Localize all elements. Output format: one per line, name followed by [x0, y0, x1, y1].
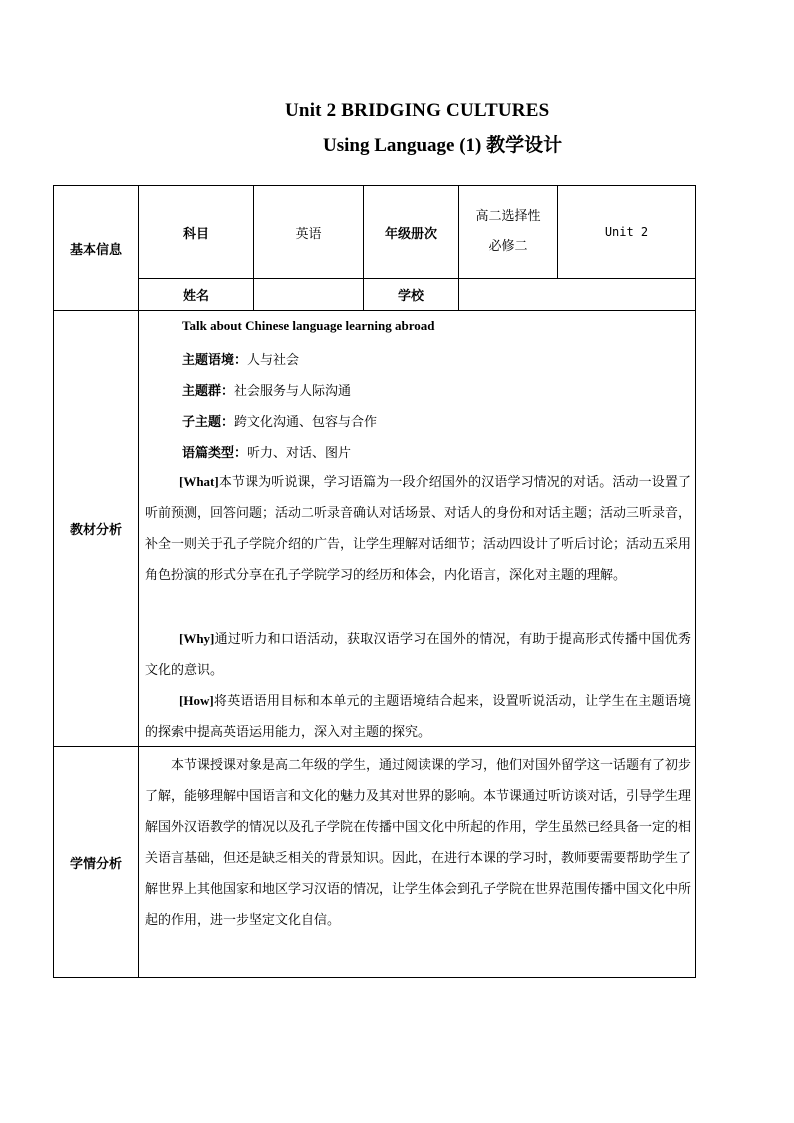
document-title: Unit 2 BRIDGING CULTURES	[285, 100, 550, 121]
table-border-bottom	[53, 977, 696, 978]
why-tag: [Why]	[179, 631, 215, 646]
table-row-divider	[53, 310, 696, 311]
learner-analysis-label: 学情分析	[69, 856, 122, 872]
what-text: 本节课为听说课，学习语篇为一段介绍国外的汉语学习情况的对话。活动一设置了听前预测，回答问题；活动二听录音确认对话场景、对话人的身份和对话主题；活动三听录音，补全一则关于孔子学院介绍的广告，让学生理解对话细节；活动四设计了听后讨论；活动五采用角色扮演的形式分享在孔子学院学习的经历和体会，内化语言，深化对主题的理解。	[145, 475, 692, 583]
subject-label: 科目	[182, 226, 209, 242]
document-subtitle: Using Language (1) 教学设计	[323, 135, 563, 156]
group-line	[182, 380, 351, 399]
grade-value-line2: 必修二	[488, 239, 528, 254]
type-line	[182, 442, 351, 461]
group-value: 社会服务与人际沟通	[234, 384, 352, 399]
name-label: 姓名	[182, 289, 209, 304]
what-tag: [What]	[179, 474, 219, 489]
sub-label: 子主题：	[182, 415, 235, 430]
grade-value	[459, 186, 557, 278]
material-analysis-label: 教材分析	[69, 523, 122, 538]
why-paragraph	[145, 623, 691, 686]
unit-value: Unit 2	[604, 225, 649, 239]
context-label: 主题语境：	[182, 353, 248, 368]
group-label: 主题群：	[182, 384, 235, 399]
table-border-right	[695, 185, 696, 978]
how-paragraph	[145, 685, 691, 748]
learner-paragraph: 本节课授课对象是高二年级的学生，通过阅读课的学习，他们对国外留学这一话题有了初步了解，能够理解中国语言和文化的魅力及其对世界的影响。本节课通过听访谈对话，引导学生理解国外汉语教学的情况以及孔子学院在传播中国文化中所起的作用，学生虽然已经具备一定的相关语言基础，但还是缺乏相关的背景知识。因此，在进行本课的学习时，教师要需要帮助学生了解世界上其他国家和地区学习汉语的情况，让学生体会到孔子学院在世界范围传播中国文化中所起的作用，进一步坚定文化自信。	[145, 758, 692, 928]
context-line	[182, 349, 299, 368]
context-value: 人与社会	[247, 353, 300, 368]
school-value[interactable]	[459, 279, 695, 310]
basic-info-label: 基本信息	[69, 242, 122, 258]
grade-label: 年级册次	[384, 226, 437, 242]
how-tag: [How]	[179, 693, 214, 708]
name-value[interactable]	[254, 279, 363, 310]
what-paragraph	[145, 466, 691, 591]
sub-value: 跨文化沟通、包容与合作	[234, 415, 378, 430]
type-label: 语篇类型：	[182, 446, 248, 461]
sub-line	[182, 411, 377, 430]
how-text: 将英语语用目标和本单元的主题语境结合起来，设置听说活动，让学生在主题语境的探索中提高英语运用能力，深入对主题的探究。	[145, 694, 691, 740]
school-label: 学校	[397, 289, 424, 304]
topic-line: Talk about Chinese language learning abroad	[182, 318, 435, 333]
type-value: 听力、对话、图片	[247, 446, 352, 461]
why-text: 通过听力和口语活动，获取汉语学习在国外的情况，有助于提高形式传播中国优秀文化的意识。	[145, 632, 691, 678]
grade-value-line1: 高二选择性	[475, 209, 541, 224]
subject-value: 英语	[295, 226, 322, 242]
